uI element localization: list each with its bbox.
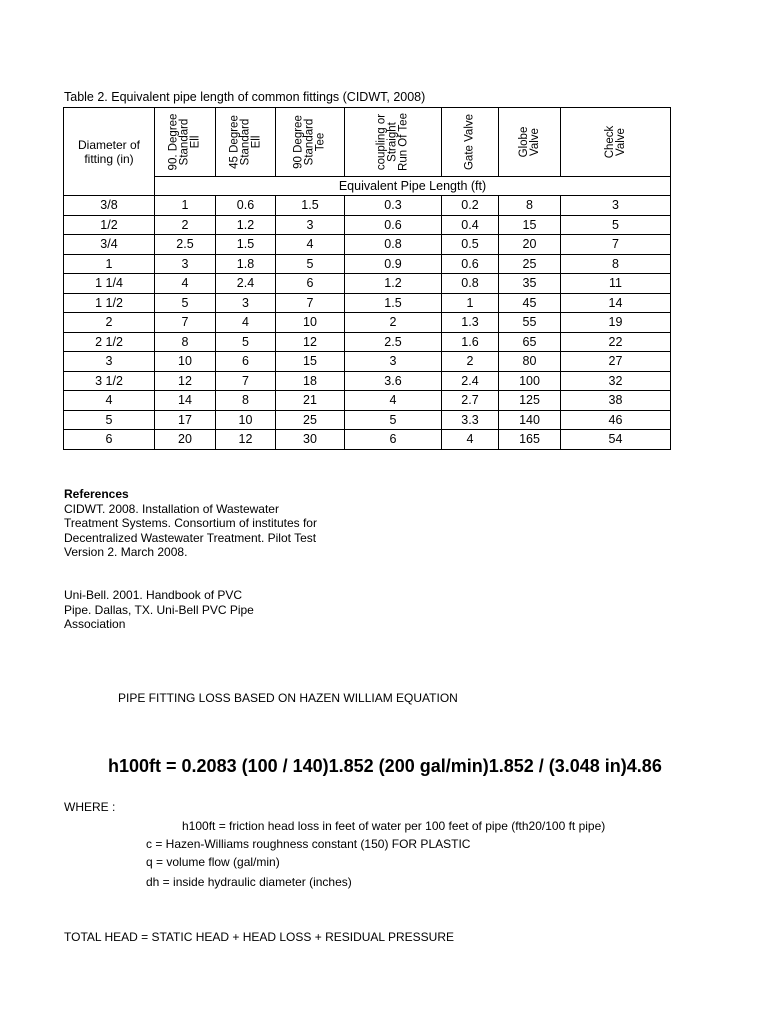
- length-cell: 0.4: [442, 215, 499, 235]
- col-header-90-tee: 90 Degree Standard Tee: [276, 108, 345, 177]
- length-cell: 27: [561, 352, 671, 372]
- length-cell: 80: [499, 352, 561, 372]
- length-cell: 125: [499, 391, 561, 411]
- length-cell: 4: [216, 313, 276, 333]
- total-head-formula: TOTAL HEAD = STATIC HEAD + HEAD LOSS + RESIDUAL PRESSURE: [64, 930, 454, 944]
- length-cell: 2.7: [442, 391, 499, 411]
- length-cell: 1.2: [345, 274, 442, 294]
- col-header-90-ell: 90. Degree Standard Ell: [155, 108, 216, 177]
- length-cell: 7: [276, 293, 345, 313]
- references-block: [64, 487, 317, 560]
- length-cell: 1.5: [216, 235, 276, 255]
- length-cell: 8: [216, 391, 276, 411]
- length-cell: 35: [499, 274, 561, 294]
- length-cell: 8: [155, 332, 216, 352]
- table-row: [64, 274, 671, 294]
- definition-h100ft: h100ft = friction head loss in feet of water per 100 feet of pipe (fth20/100 ft pipe): [182, 819, 606, 833]
- length-cell: 25: [499, 254, 561, 274]
- diameter-cell: 2 1/2: [64, 332, 155, 352]
- length-cell: 8: [561, 254, 671, 274]
- length-cell: 3.6: [345, 371, 442, 391]
- length-cell: 4: [155, 274, 216, 294]
- diameter-cell: 3/4: [64, 235, 155, 255]
- table-row: [64, 391, 671, 411]
- length-cell: 5: [155, 293, 216, 313]
- length-cell: 3: [276, 215, 345, 235]
- table-row: [64, 371, 671, 391]
- length-cell: 10: [276, 313, 345, 333]
- length-cell: 4: [345, 391, 442, 411]
- references-heading: References: [64, 487, 129, 501]
- table-row: [64, 430, 671, 450]
- table-row: [64, 215, 671, 235]
- length-cell: 7: [216, 371, 276, 391]
- diameter-cell: 4: [64, 391, 155, 411]
- length-cell: 18: [276, 371, 345, 391]
- length-cell: 32: [561, 371, 671, 391]
- length-cell: 54: [561, 430, 671, 450]
- length-cell: 6: [276, 274, 345, 294]
- length-cell: 3: [345, 352, 442, 372]
- equivalent-length-subheader: Equivalent Pipe Length (ft): [155, 177, 671, 196]
- length-cell: 0.8: [345, 235, 442, 255]
- diameter-cell: 5: [64, 410, 155, 430]
- length-cell: 10: [155, 352, 216, 372]
- length-cell: 2: [155, 215, 216, 235]
- table-caption: Table 2. Equivalent pipe length of common fittings (CIDWT, 2008): [64, 90, 426, 104]
- length-cell: 20: [155, 430, 216, 450]
- table-row: [64, 313, 671, 333]
- col-header-45-ell: 45 Degree Standard Ell: [216, 108, 276, 177]
- table-row: [64, 352, 671, 372]
- length-cell: 0.6: [442, 254, 499, 274]
- length-cell: 1.6: [442, 332, 499, 352]
- length-cell: 12: [216, 430, 276, 450]
- table-row: [64, 293, 671, 313]
- length-cell: 30: [276, 430, 345, 450]
- reference-line: Decentralized Wastewater Treatment. Pilot Test: [64, 530, 317, 545]
- table-row: [64, 235, 671, 255]
- table-row: [64, 332, 671, 352]
- length-cell: 0.5: [442, 235, 499, 255]
- length-cell: 12: [155, 371, 216, 391]
- length-cell: 20: [499, 235, 561, 255]
- length-cell: 1: [442, 293, 499, 313]
- header-row: [64, 108, 671, 177]
- length-cell: 5: [345, 410, 442, 430]
- table-row: [64, 196, 671, 216]
- diameter-header: Diameter of fitting (in): [64, 108, 155, 196]
- col-header-globe-valve: Globe Valve: [499, 108, 561, 177]
- diameter-cell: 6: [64, 430, 155, 450]
- length-cell: 46: [561, 410, 671, 430]
- subheader-row: [64, 177, 671, 196]
- reference-line: Association: [64, 617, 126, 631]
- length-cell: 5: [216, 332, 276, 352]
- length-cell: 140: [499, 410, 561, 430]
- length-cell: 2: [442, 352, 499, 372]
- references-block-2: [64, 588, 254, 632]
- length-cell: 55: [499, 313, 561, 333]
- length-cell: 1.5: [345, 293, 442, 313]
- length-cell: 6: [216, 352, 276, 372]
- col-header-gate-valve: Gate Valve: [442, 108, 499, 177]
- length-cell: 22: [561, 332, 671, 352]
- length-cell: 15: [499, 215, 561, 235]
- length-cell: 21: [276, 391, 345, 411]
- diameter-cell: 1 1/4: [64, 274, 155, 294]
- length-cell: 25: [276, 410, 345, 430]
- length-cell: 45: [499, 293, 561, 313]
- length-cell: 3: [216, 293, 276, 313]
- length-cell: 1.5: [276, 196, 345, 216]
- table-body: [64, 196, 671, 450]
- length-cell: 0.3: [345, 196, 442, 216]
- length-cell: 2.4: [442, 371, 499, 391]
- length-cell: 2: [345, 313, 442, 333]
- definition-c: c = Hazen-Williams roughness constant (150) FOR PLASTIC: [146, 837, 471, 851]
- length-cell: 14: [561, 293, 671, 313]
- length-cell: 2.4: [216, 274, 276, 294]
- length-cell: 1.8: [216, 254, 276, 274]
- definition-dh: dh = inside hydraulic diameter (inches): [146, 875, 352, 889]
- table-row: [64, 410, 671, 430]
- length-cell: 5: [276, 254, 345, 274]
- hazen-williams-equation: h100ft = 0.2083 (100 / 140)1.852 (200 gal/min)1.852 / (3.048 in)4.86: [108, 756, 662, 776]
- length-cell: 1.2: [216, 215, 276, 235]
- length-cell: 4: [276, 235, 345, 255]
- length-cell: 7: [561, 235, 671, 255]
- length-cell: 12: [276, 332, 345, 352]
- length-cell: 4: [442, 430, 499, 450]
- diameter-cell: 1 1/2: [64, 293, 155, 313]
- length-cell: 11: [561, 274, 671, 294]
- length-cell: 14: [155, 391, 216, 411]
- length-cell: 0.6: [345, 215, 442, 235]
- length-cell: 0.6: [216, 196, 276, 216]
- where-label: WHERE :: [64, 800, 116, 814]
- length-cell: 6: [345, 430, 442, 450]
- length-cell: 8: [499, 196, 561, 216]
- diameter-cell: 3: [64, 352, 155, 372]
- reference-line: Treatment Systems. Consortium of institutes for: [64, 516, 317, 530]
- length-cell: 3: [155, 254, 216, 274]
- col-header-check-valve: Check Valve: [561, 108, 671, 177]
- diameter-cell: 3 1/2: [64, 371, 155, 391]
- definition-q: q = volume flow (gal/min): [146, 855, 280, 869]
- reference-line: Pipe. Dallas, TX. Uni-Bell PVC Pipe: [64, 602, 254, 617]
- loss-title: PIPE FITTING LOSS BASED ON HAZEN WILLIAM EQUATION: [118, 691, 458, 705]
- length-cell: 3: [561, 196, 671, 216]
- col-header-coupling: coupling or Straight Run Of Tee: [345, 108, 442, 177]
- length-cell: 1.3: [442, 313, 499, 333]
- length-cell: 0.9: [345, 254, 442, 274]
- reference-line: Uni-Bell. 2001. Handbook of PVC: [64, 588, 243, 602]
- length-cell: 5: [561, 215, 671, 235]
- diameter-cell: 1: [64, 254, 155, 274]
- diameter-cell: 2: [64, 313, 155, 333]
- diameter-cell: 3/8: [64, 196, 155, 216]
- length-cell: 100: [499, 371, 561, 391]
- length-cell: 17: [155, 410, 216, 430]
- length-cell: 165: [499, 430, 561, 450]
- length-cell: 38: [561, 391, 671, 411]
- fittings-table: [63, 107, 671, 450]
- length-cell: 2.5: [155, 235, 216, 255]
- length-cell: 0.2: [442, 196, 499, 216]
- length-cell: 10: [216, 410, 276, 430]
- table-row: [64, 254, 671, 274]
- length-cell: 7: [155, 313, 216, 333]
- length-cell: 1: [155, 196, 216, 216]
- diameter-cell: 1/2: [64, 215, 155, 235]
- length-cell: 19: [561, 313, 671, 333]
- length-cell: 3.3: [442, 410, 499, 430]
- length-cell: 15: [276, 352, 345, 372]
- reference-line: CIDWT. 2008. Installation of Wastewater: [64, 501, 279, 516]
- length-cell: 65: [499, 332, 561, 352]
- length-cell: 2.5: [345, 332, 442, 352]
- length-cell: 0.8: [442, 274, 499, 294]
- reference-line: Version 2. March 2008.: [64, 545, 188, 559]
